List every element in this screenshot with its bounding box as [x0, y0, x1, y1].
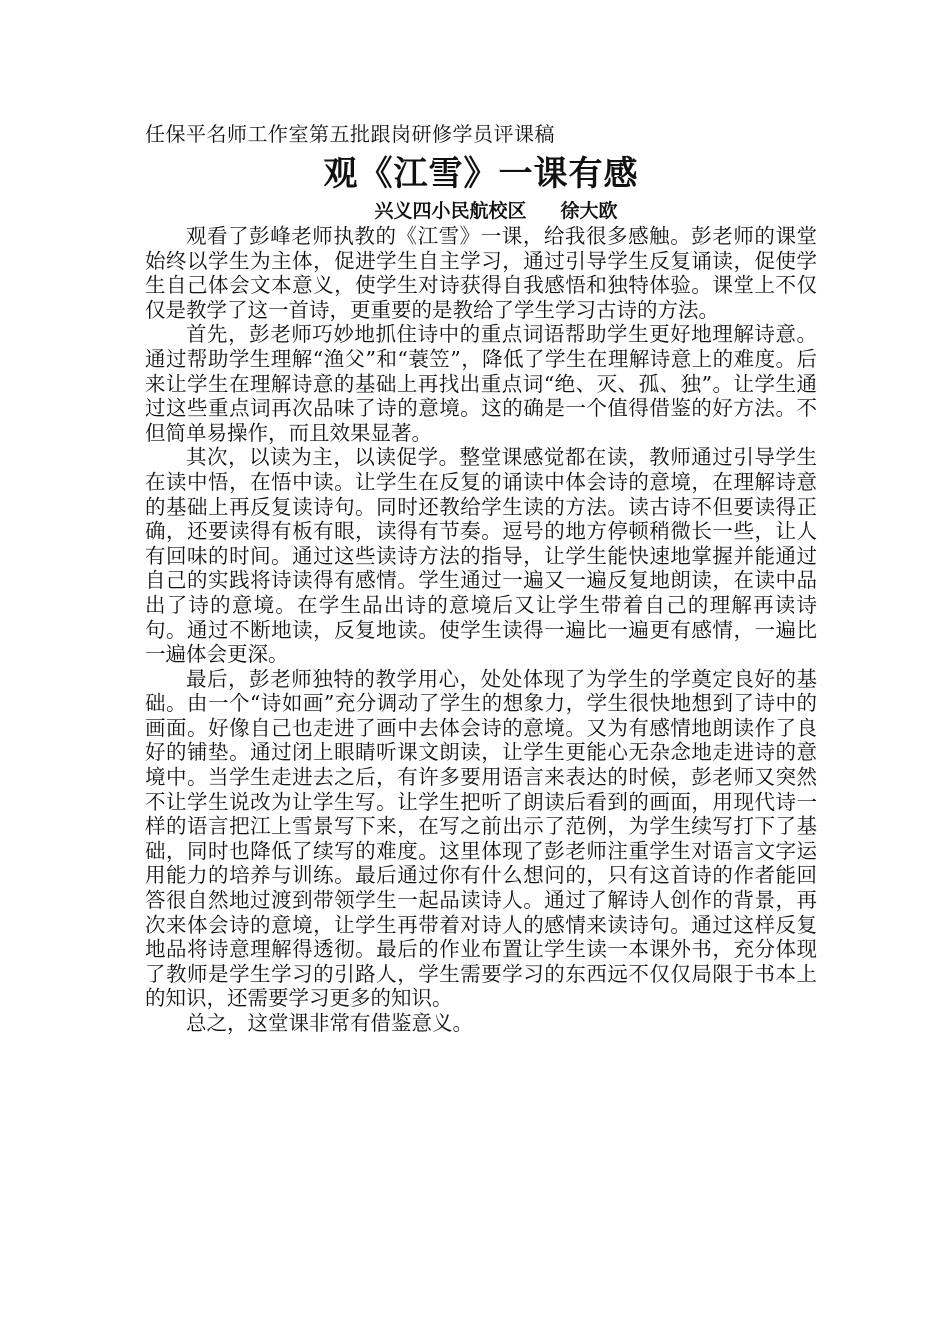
paragraph-intro: 观看了彭峰老师执教的《江雪》一课，给我很多感触。彭老师的课堂始终以学生为主体，促进学生自主学习，通过引导学生反复诵读，促使学生自己体会文本意义，使学生对诗获得自我感悟和独特体验。课堂上不仅仅是教学了这一首诗，更重要的是教给了学生学习古诗的方法。	[145, 224, 817, 322]
document-title: 观《江雪》一课有感	[323, 154, 639, 194]
paragraph-second: 其次，以读为主，以读促学。整堂课感觉都在读，教师通过引导学生在读中悟，在悟中读。让学生在反复的诵读中体会诗的意境，在理解诗意的基础上再反复读诗句。同时还教给学生读的方法。读古诗不但要读得正确，还要读得有板有眼，读得有节奏。逗号的地方停顿稍微长一些，让人有回味的时间。通过这些读诗方法的指导，让学生能快速地掌握并能通过自己的实践将诗读得有感情。学生通过一遍又一遍反复地朗读，在读中品出了诗的意境。在学生品出诗的意境后又让学生带着自己的理解再读诗句。通过不断地读，反复地读。使学生读得一遍比一遍更有感情，一遍比一遍体会更深。	[145, 445, 817, 667]
document-body	[145, 224, 817, 1036]
document-page	[145, 120, 817, 1036]
byline-author: 徐大欧	[560, 200, 618, 222]
paragraph-first: 首先，彭老师巧妙地抓住诗中的重点词语帮助学生更好地理解诗意。通过帮助学生理解“渔父”和“蓑笠”，降低了学生在理解诗意上的难度。后来让学生在理解诗意的基础上再找出重点词“绝、灭、孤、独”。让学生通过这些重点词再次品味了诗的意境。这的确是一个值得借鉴的好方法。不但简单易操作，而且效果显著。	[145, 322, 817, 445]
byline	[145, 198, 817, 224]
paragraph-conclusion: 总之，这堂课非常有借鉴意义。	[186, 1011, 473, 1035]
byline-school: 兴义四小民航校区	[374, 200, 527, 222]
paragraph-last: 最后，彭老师独特的教学用心，处处体现了为学生的学奠定良好的基础。由一个“诗如画”充分调动了学生的想象力，学生很快地想到了诗中的画面。好像自己也走进了画中去体会诗的意境。又为有感情地朗读作了良好的铺垫。通过闭上眼睛听课文朗读，让学生更能心无杂念地走进诗的意境中。当学生走进去之后，有许多要用语言来表达的时候，彭老师又突然不让学生说改为让学生写。让学生把听了朗读后看到的画面，用现代诗一样的语言把江上雪景写下来，在写之前出示了范例，为学生续写打下了基础，同时也降低了续写的难度。这里体现了彭老师注重学生对语言文字运用能力的培养与训练。最后通过你有什么想问的，只有这首诗的作者能回答很自然地过渡到带领学生一起品读诗人。通过了解诗人创作的背景，再次来体会诗的意境，让学生再带着对诗人的感情来读诗句。通过这样反复地品将诗意理解得透彻。最后的作业布置让学生读一本课外书，充分体现了教师是学生学习的引路人，学生需要学习的东西远不仅仅局限于书本上的知识，还需要学习更多的知识。	[145, 666, 817, 1011]
document-supertitle: 任保平名师工作室第五批跟岗研修学员评课稿	[145, 122, 555, 146]
